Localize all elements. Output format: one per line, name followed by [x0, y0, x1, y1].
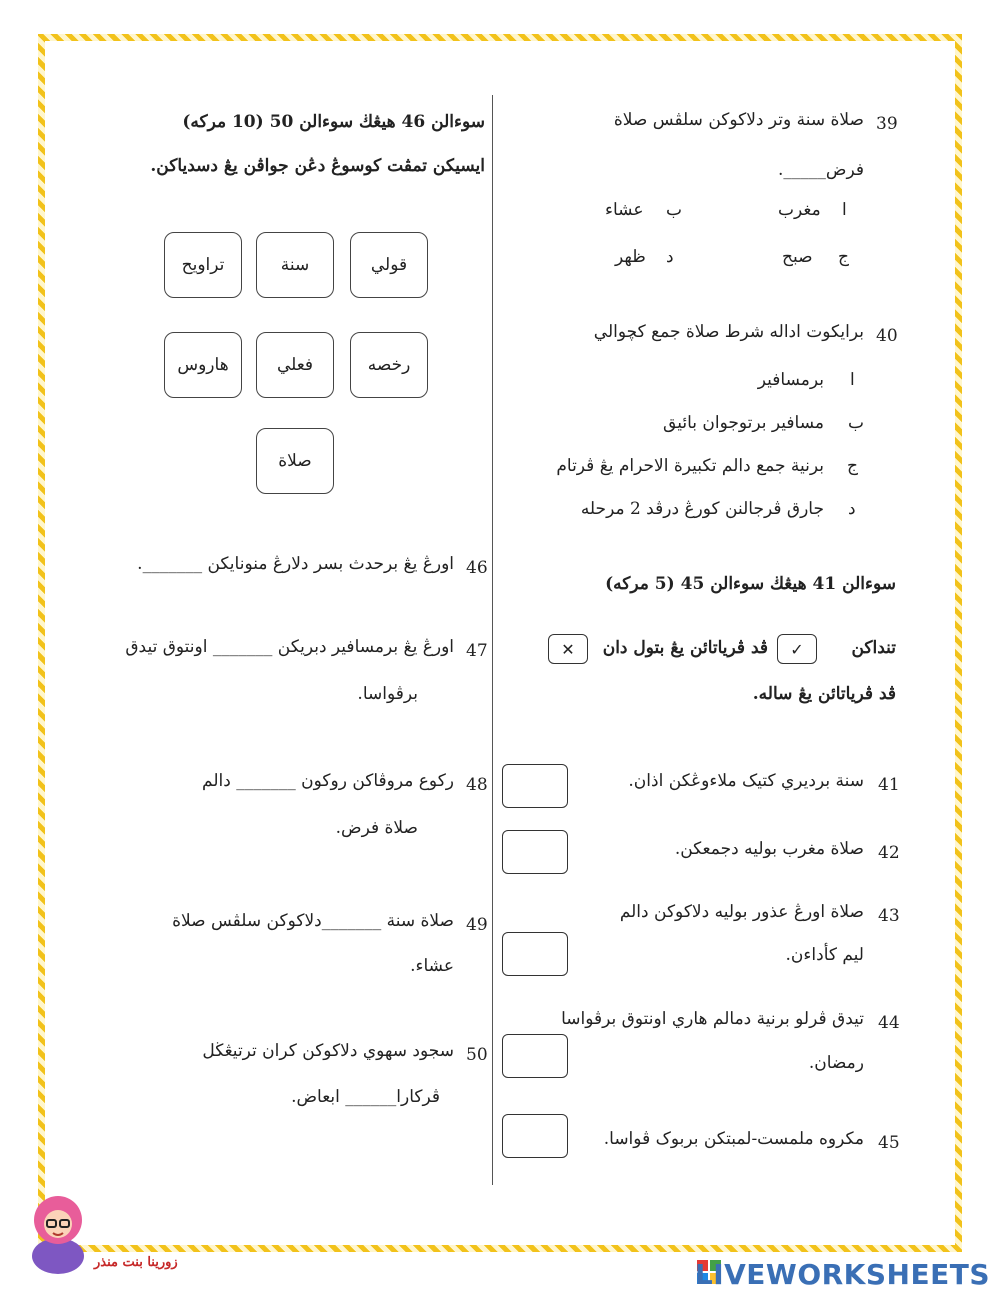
check-icon: ✓ [790, 639, 804, 659]
item-41-number: 41 [878, 775, 900, 795]
q50-number: 50 [466, 1045, 488, 1065]
q46-number: 46 [466, 558, 488, 578]
item-41-text: سنة برديري كتيک ملاءوڠكن اذان. [628, 771, 864, 791]
word-bank-item: رخصه [350, 332, 428, 398]
item-42-number: 42 [878, 843, 900, 863]
q47-text-2: برڤواسا. [357, 684, 418, 704]
item-44-number: 44 [878, 1013, 900, 1033]
q39-option-b-text[interactable]: عشاء [605, 200, 644, 220]
cross-symbol-box [548, 634, 588, 664]
column-divider [492, 95, 493, 1185]
q39-option-d-letter: د [666, 247, 674, 267]
q40-option-a-text[interactable]: برمسافير [757, 370, 824, 390]
q46-text[interactable]: اورڠ يڠ برحدث بسر دلارڠ منونايكن _______. [137, 554, 454, 574]
word-bank-item: سنة [256, 232, 334, 298]
item-43-text-2: ليم كأداءن. [785, 945, 864, 965]
item-44-text: تيدق ڤرلو برنية دمالم هاري اونتوق برڤواسا [561, 1009, 864, 1029]
word-bank-item: هاروس [164, 332, 242, 398]
word-bank-item: تراويح [164, 232, 242, 298]
q40-option-b-letter: ب [848, 413, 865, 433]
item-45-text: مكروه ملمست-لمبتكن بربوک ڤواسا. [603, 1129, 864, 1149]
cross-icon: ✕ [561, 639, 575, 659]
item-42-text: صلاة مغرب بوليه دجمعكن. [674, 839, 864, 859]
item-45-answer-box[interactable] [502, 1114, 568, 1158]
section-46-50-instruction: ايسيكن تمڤت كوسوڠ دڠن جواڤن يڠ دسدياكن. [150, 156, 485, 176]
q39-text: صلاة سنة وتر دلاكوكن سلڤس صلاة [613, 110, 864, 130]
check-symbol-box [777, 634, 817, 664]
q40-text: برايكوت اداله شرط صلاة جمع كچوالي [593, 322, 864, 342]
q48-number: 48 [466, 775, 488, 795]
item-44-text-2: رمضان. [808, 1053, 864, 1073]
item-43-number: 43 [878, 906, 900, 926]
liveworksheets-brand[interactable]: LIVEWORKSHEETS [694, 1258, 990, 1291]
word-bank-item: قولي [350, 232, 428, 298]
item-45-number: 45 [878, 1133, 900, 1153]
q40-option-d-text[interactable]: جارق ڤرجالنن كورڠ درڤد 2 مرحله [580, 499, 824, 519]
q47-number: 47 [466, 641, 488, 661]
q39-option-d-text[interactable]: ظهر [615, 247, 646, 267]
q40-option-c-letter: ج [847, 456, 858, 476]
q39-option-b-letter: ب [666, 200, 683, 220]
q49-text-2: عشاء. [410, 956, 454, 976]
item-43-text: صلاة اورڠ عذور بوليه دلاكوكن دالم [619, 902, 864, 922]
item-44-answer-box[interactable] [502, 1034, 568, 1078]
instruction-b: ڤد ڤرياتائن يڠ بتول دان [602, 638, 768, 658]
q48-text[interactable]: ركوع مروڤاكن روكون _______ دالم [202, 771, 454, 791]
instruction-a: تنداكن [851, 638, 896, 658]
q40-number: 40 [876, 326, 898, 346]
item-43-answer-box[interactable] [502, 932, 568, 976]
section-46-50-title: سوءالن 46 هيڠڬ سوءالن 50 (10 مركه) [182, 112, 485, 132]
instruction-c: ڤد ڤرياتائن يڠ ساله. [752, 684, 896, 704]
q39-option-a-text[interactable]: مغرب [778, 200, 821, 220]
q40-option-b-text[interactable]: مسافير برتوجوان بائيق [663, 413, 824, 433]
q49-text[interactable]: صلاة سنة _______دلاكوكن سلڤس صلاة [172, 911, 454, 931]
q47-text[interactable]: اورڠ يڠ برمسافير دبريكن _______ اونتوق تيدق [125, 637, 454, 657]
q39-option-c-text[interactable]: صبح [782, 247, 813, 267]
q48-text-2: صلاة فرض. [335, 818, 418, 838]
q40-option-d-letter: د [848, 499, 856, 519]
word-bank-item: فعلي [256, 332, 334, 398]
q40-option-a-letter: ا [850, 370, 855, 390]
author-avatar-illustration [24, 1186, 92, 1276]
q40-option-c-text[interactable]: برنية جمع دالم تكبيرة الاحرام يڠ ڤرتام [556, 456, 824, 476]
q39-option-a-letter: ا [842, 200, 847, 220]
word-bank-item: صلاة [256, 428, 334, 494]
q39-option-c-letter: ج [838, 247, 849, 267]
q50-text-2[interactable]: ڤركارا______ ابعاض. [291, 1087, 440, 1107]
item-41-answer-box[interactable] [502, 764, 568, 808]
q39-text-2: فرض_____. [778, 160, 864, 180]
q50-text: سجود سهوي دلاكوكن كران ترتيڠڬل [202, 1041, 454, 1061]
q39-number: 39 [876, 114, 898, 134]
q49-number: 49 [466, 915, 488, 935]
section-41-45-title: سوءالن 41 هيڠڬ سوءالن 45 (5 مركه) [605, 574, 896, 594]
author-name: زورينا بنت منذر [94, 1255, 178, 1270]
item-42-answer-box[interactable] [502, 830, 568, 874]
